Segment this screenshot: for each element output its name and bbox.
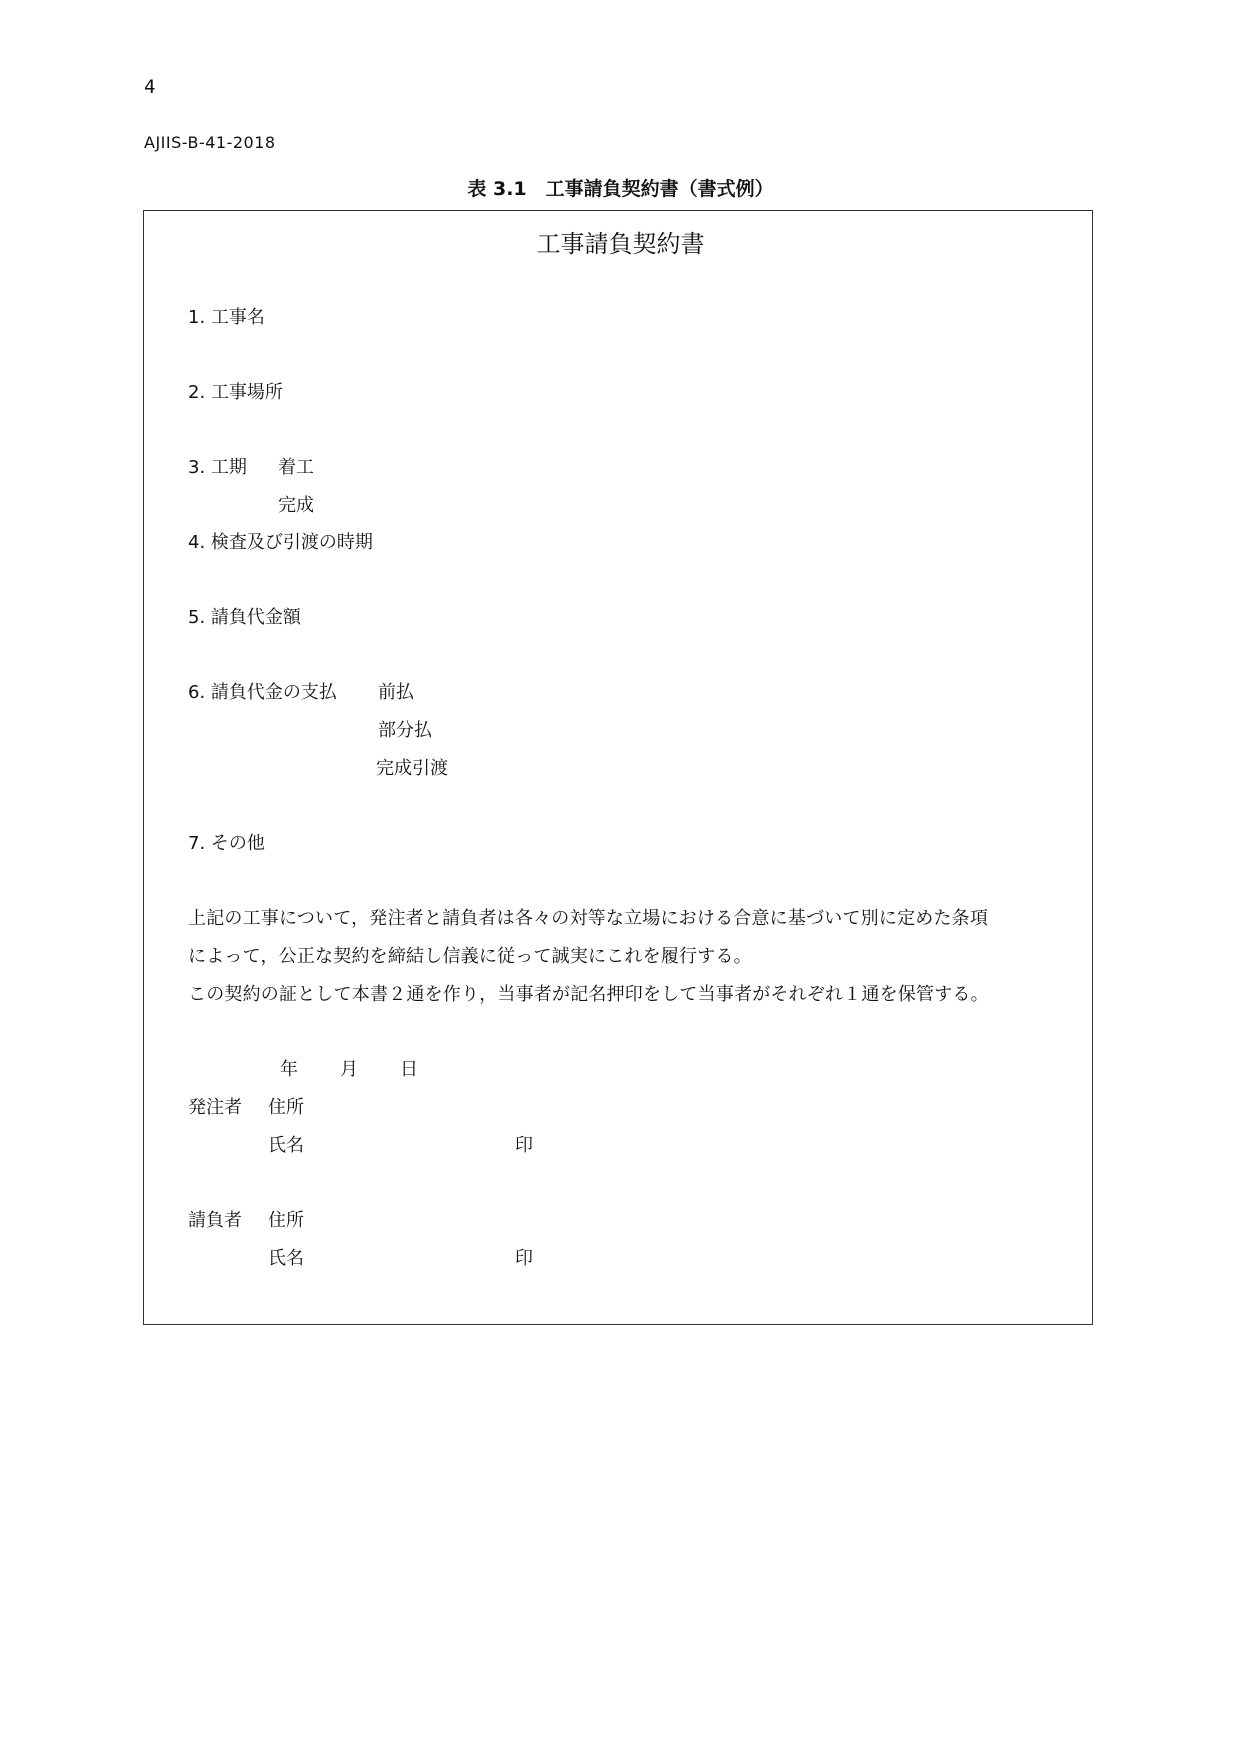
- table-caption: 表 3.1 工事請負契約書（書式例）: [467, 178, 774, 200]
- document-id: AJIIS-B-41-2018: [144, 133, 276, 152]
- agreement-paragraph-line-2: によって，公正な契約を締結し信義に従って誠実にこれを履行する。: [188, 946, 752, 967]
- contractor-name-label: 氏名: [268, 1248, 304, 1269]
- item-other: 7. その他: [188, 833, 265, 854]
- agreement-paragraph-line-1: 上記の工事について，発注者と請負者は各々の対等な立場における合意に基づいて別に定めた条項: [188, 908, 989, 929]
- contract-form-frame: [143, 210, 1093, 1325]
- item-payment-completion: 完成引渡: [376, 758, 448, 779]
- date-month: 月: [340, 1059, 358, 1080]
- orderer-address-label: 住所: [268, 1097, 304, 1118]
- orderer-name-label: 氏名: [268, 1135, 304, 1156]
- date-day: 日: [400, 1059, 418, 1080]
- item-payment-label: 6. 請負代金の支払: [188, 682, 337, 703]
- item-construction-site: 2. 工事場所: [188, 382, 283, 403]
- item-payment-advance: 前払: [378, 682, 414, 703]
- item-period-start: 着工: [278, 457, 314, 478]
- form-title: 工事請負契約書: [536, 230, 705, 258]
- orderer-label: 発注者: [188, 1097, 242, 1118]
- item-contract-amount: 5. 請負代金額: [188, 607, 301, 628]
- item-construction-name: 1. 工事名: [188, 307, 265, 328]
- item-period-completion: 完成: [278, 495, 314, 516]
- contractor-label: 請負者: [188, 1210, 242, 1231]
- item-inspection-delivery: 4. 検査及び引渡の時期: [188, 532, 373, 553]
- agreement-paragraph-line-3: この契約の証として本書２通を作り，当事者が記名押印をして当事者がそれぞれ１通を保管する。: [188, 984, 989, 1005]
- date-year: 年: [280, 1059, 298, 1080]
- item-payment-partial: 部分払: [378, 720, 432, 741]
- item-period-label: 3. 工期: [188, 457, 247, 478]
- orderer-seal: 印: [515, 1135, 533, 1156]
- contractor-address-label: 住所: [268, 1210, 304, 1231]
- page-number: 4: [144, 76, 156, 98]
- contractor-seal: 印: [515, 1248, 533, 1269]
